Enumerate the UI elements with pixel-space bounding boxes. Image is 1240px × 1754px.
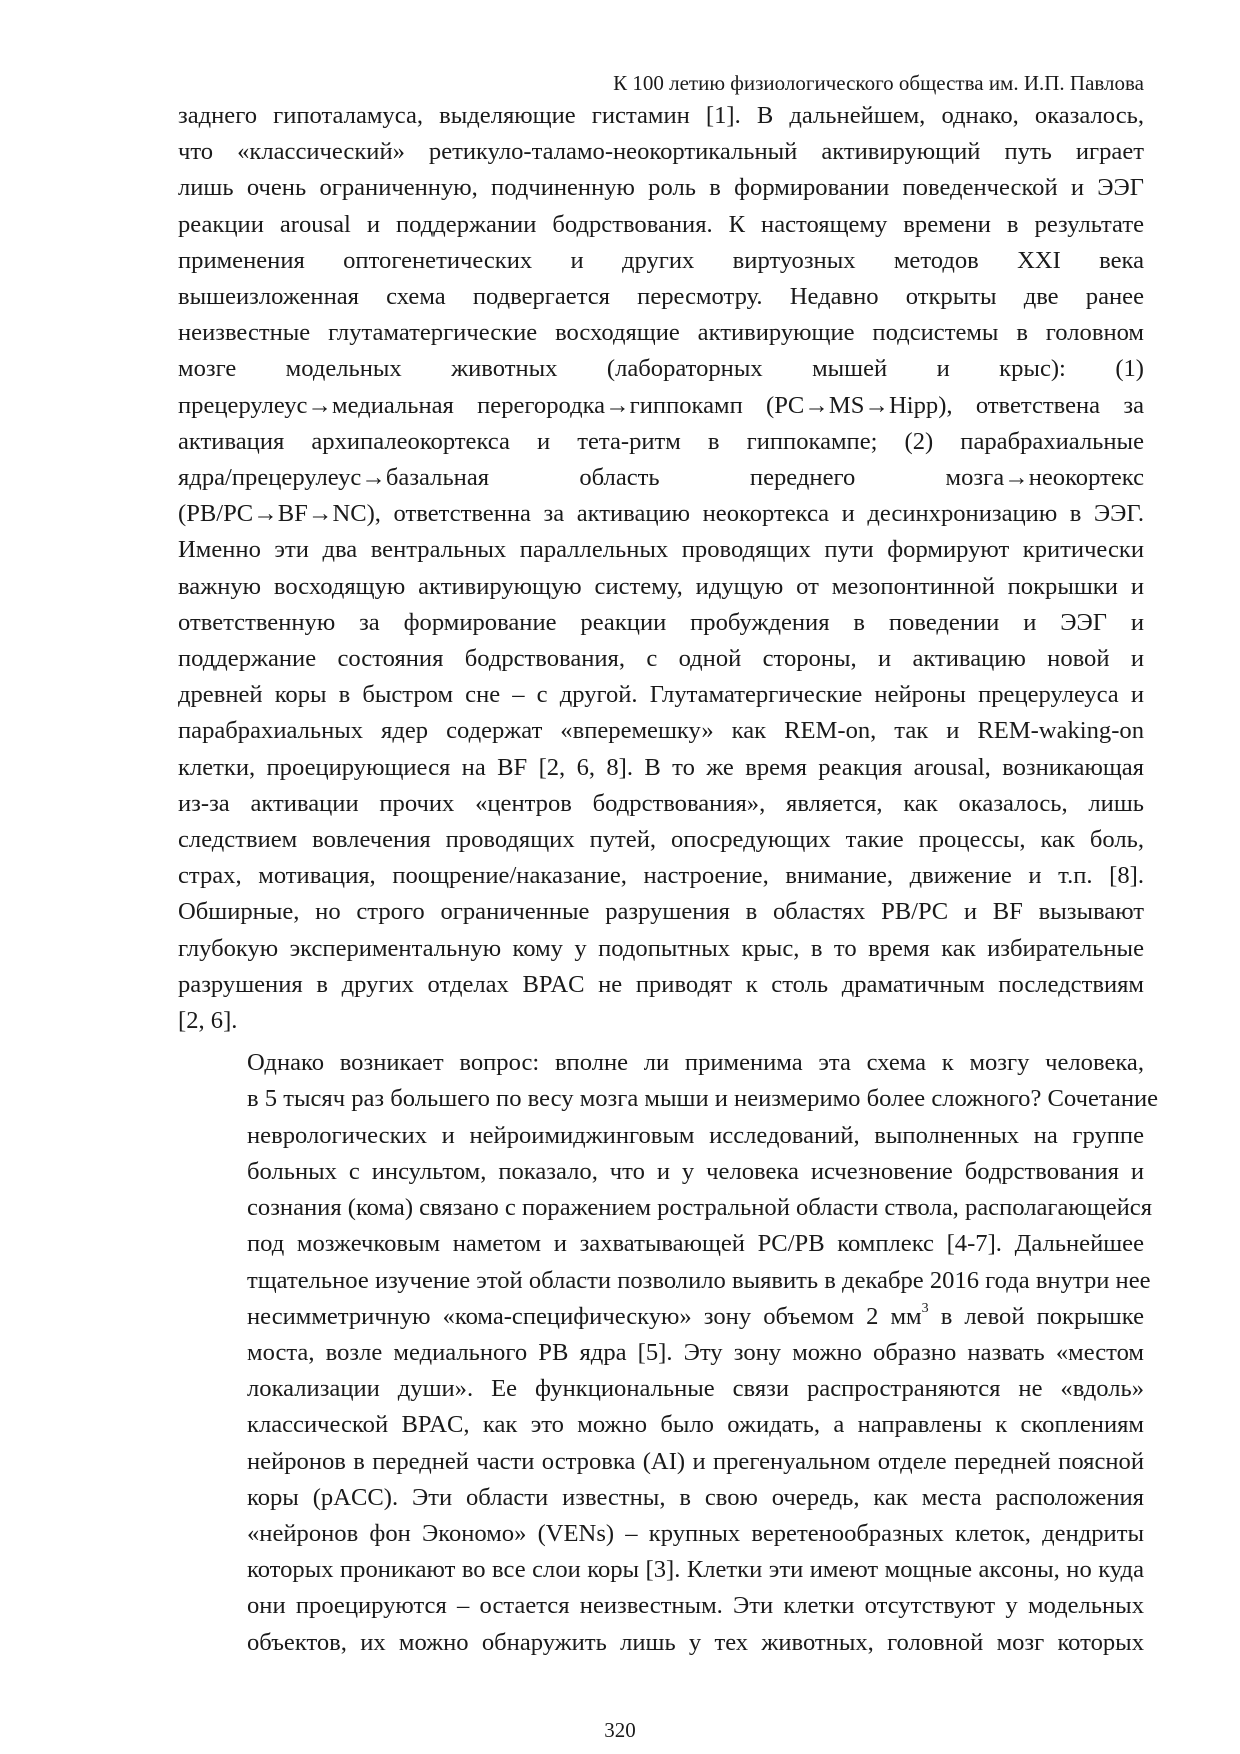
text-line: реакции arousal и поддержании бодрствования. К настоящему времени в результате	[178, 210, 1144, 238]
text-line: важную восходящую активирующую систему, идущую от мезопонтинной покрышки и	[178, 572, 1144, 600]
text-line: лишь очень ограниченную, подчиненную роль в формировании поведенческой и ЭЭГ	[178, 174, 1144, 202]
text-line: страх, мотивация, поощрение/наказание, настроение, внимание, движение и т.п. [8].	[178, 862, 1144, 890]
text-line: классической BPAC, как это можно было ожидать, а направлены к скоплениям	[247, 1411, 1144, 1439]
text-line: Однако возникает вопрос: вполне ли применима эта схема к мозгу человека,	[247, 1049, 1144, 1077]
text-line: прецерулеус→медиальная перегородка→гиппокамп (PC→MS→Hipp), ответствена за	[178, 391, 1144, 419]
text-line: вышеизложенная схема подвергается пересмотру. Недавно открыты две ранее	[178, 283, 1144, 311]
text-line: применения оптогенетических и других виртуозных методов XXI века	[178, 246, 1144, 274]
text-line: тщательное изучение этой области позволило выявить в декабре 2016 года внутри нее	[247, 1266, 1151, 1294]
text-line: (PB/PC→BF→NC), ответственна за активацию неокортекса и десинхронизацию в ЭЭГ.	[178, 500, 1144, 528]
text-line: следствием вовлечения проводящих путей, опосредующих такие процессы, как боль,	[178, 826, 1144, 854]
text-line: «нейронов фон Экономо» (VENs) – крупных веретенообразных клеток, дендриты	[247, 1519, 1144, 1547]
paragraph-2	[178, 1045, 1159, 1660]
text-line: клетки, проецирующиеся на BF [2, 6, 8]. В то же время реакция arousal, возникающая	[178, 753, 1144, 781]
text-line: разрушения в других отделах BPAC не приводят к столь драматичным последствиям	[178, 970, 1144, 998]
text-line: из-за активации прочих «центров бодрствования», является, как оказалось, лишь	[178, 789, 1144, 817]
superscript: 3	[921, 1300, 929, 1316]
text-line: древней коры в быстром сне – с другой. Глутаматергические нейроны прецерулеуса и	[178, 681, 1144, 709]
text-line: нейронов в передней части островка (AI) и прегенуальном отделе передней поясной	[247, 1447, 1144, 1475]
text-line: что «классический» ретикуло-таламо-неокортикальный активирующий путь играет	[178, 138, 1144, 166]
text-line: они проецируются – остается неизвестным. Эти клетки отсутствуют у модельных	[247, 1592, 1144, 1620]
running-header: К 100 летию физиологического общества им. И.П. Павлова	[613, 71, 1144, 95]
text-line: Именно эти два вентральных параллельных проводящих пути формируют критически	[178, 536, 1144, 564]
text-line: поддержание состояния бодрствования, с одной стороны, и активацию новой и	[178, 645, 1144, 673]
text-line: неизвестные глутаматергические восходящие активирующие подсистемы в головном	[178, 319, 1144, 347]
text-line: [2, 6].	[178, 1007, 238, 1035]
text-line: моста, возле медиального PB ядра [5]. Эту зону можно образно назвать «местом	[247, 1338, 1144, 1366]
text-line: локализации души». Ее функциональные связи распространяются не «вдоль»	[247, 1375, 1144, 1403]
text-line: больных с инсультом, показало, что и у человека исчезновение бодрствования и	[247, 1157, 1144, 1185]
text-line-with-superscript	[178, 1299, 1144, 1335]
text-line: ядра/прецерулеус→базальная область переднего мозга→неокортекс	[178, 464, 1144, 492]
text-line: Обширные, но строго ограниченные разрушения в областях PB/PC и BF вызывают	[178, 898, 1144, 926]
text-line: объектов, их можно обнаружить лишь у тех животных, головной мозг которых	[247, 1628, 1144, 1656]
text-line: парабрахиальных ядер содержат «вперемешку» как REM-on, так и REM-waking-on	[178, 717, 1144, 745]
text-line: под мозжечковым наметом и захватывающей PC/PB комплекс [4-7]. Дальнейшее	[247, 1230, 1144, 1258]
paragraph-1	[178, 98, 1144, 1039]
text-line: в 5 тысяч раз большего по весу мозга мыши и неизмеримо более сложного? Сочетание	[247, 1085, 1159, 1113]
text-line: коры (pACC). Эти области известны, в свою очередь, как места расположения	[247, 1483, 1144, 1511]
text-line: ответственную за формирование реакции пробуждения в поведении и ЭЭГ и	[178, 608, 1144, 636]
text-line: мозге модельных животных (лабораторных мышей и крыс): (1)	[178, 355, 1144, 383]
text-line: которых проникают во все слои коры [3]. Клетки эти имеют мощные аксоны, но куда	[247, 1556, 1144, 1584]
text-line: неврологических и нейроимиджинговым исследований, выполненных на группе	[247, 1121, 1144, 1149]
text-line: глубокую экспериментальную кому у подопытных крыс, в то время как избирательные	[178, 934, 1144, 962]
body-text	[178, 98, 1159, 1661]
text-run: в левой покрышке	[928, 1302, 1144, 1330]
text-line: активация архипалеокортекса и тета-ритм в гиппокампе; (2) парабрахиальные	[178, 427, 1144, 455]
text-line: сознания (кома) связано с поражением ростральной области ствола, располагающейся	[247, 1194, 1153, 1222]
text-line: заднего гипоталамуса, выделяющие гистамин [1]. В дальнейшем, однако, оказалось,	[178, 102, 1144, 129]
page-number: 320	[604, 1718, 636, 1742]
text-run: несимметричную «кома-специфическую» зону объемом 2 мм	[247, 1302, 922, 1330]
